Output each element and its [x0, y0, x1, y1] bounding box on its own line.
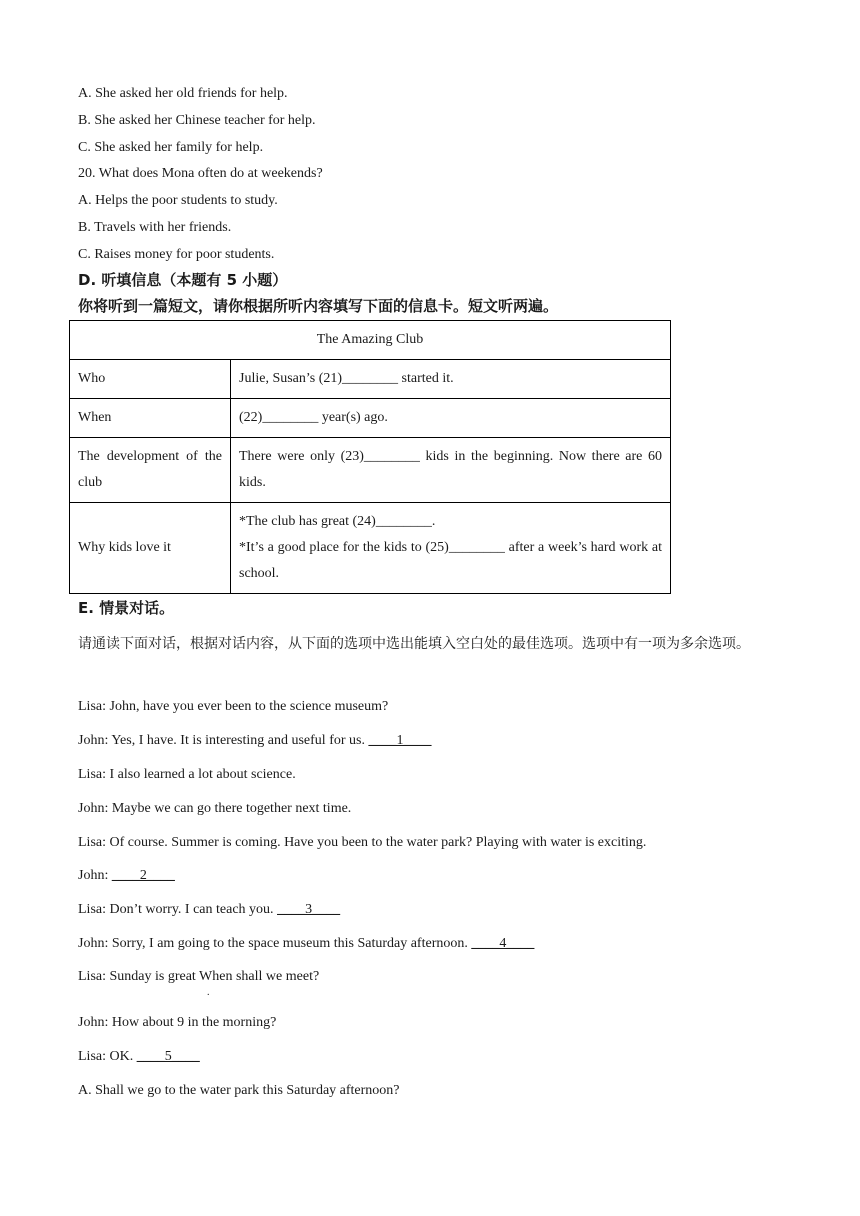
question-line: 20. What does Mona often do at weekends?: [78, 166, 323, 181]
option-line: B. Travels with her friends.: [78, 220, 232, 235]
option-line: C. She asked her family for help.: [78, 140, 264, 155]
option-line: A. Helps the poor students to study.: [78, 193, 278, 208]
info-card-value-line: *It’s a good place for the kids to (25)________ after a week’s hard work at school.: [239, 540, 662, 581]
info-card-table: [69, 320, 671, 594]
dialogue-line: Lisa: Don’t worry. I can teach you. ____3____: [78, 902, 341, 917]
option-line: A. She asked her old friends for help.: [78, 86, 288, 101]
stray-dot: .: [207, 987, 210, 998]
section-d-instruction: 你将听到一篇短文，请你根据所听内容填写下面的信息卡。短文听两遍。: [78, 297, 559, 315]
info-card-value: There were only (23)________ kids in the beginning. Now there are 60 kids.: [231, 438, 671, 503]
dialogue-line: John: Sorry, I am going to the space museum this Saturday afternoon. ____4____: [78, 936, 535, 951]
info-card-value: [231, 503, 671, 594]
info-card-key: The development of the club: [70, 438, 231, 503]
info-card-value: Julie, Susan’s (21)________ started it.: [231, 360, 671, 399]
section-e-heading: E. 情景对话。: [78, 599, 175, 617]
section-d-heading: D. 听填信息（本题有 5 小题）: [78, 271, 288, 289]
answer-blank: ____5____: [136, 1049, 200, 1064]
dialogue-line: Lisa: OK. ____5____: [78, 1049, 200, 1064]
dialogue-line: John: Yes, I have. It is interesting and useful for us. ____1____: [78, 733, 432, 748]
info-card-key: Why kids love it: [70, 503, 231, 594]
info-card-value: (22)________ year(s) ago.: [231, 399, 671, 438]
dialogue-line: Lisa: John, have you ever been to the science museum?: [78, 699, 389, 714]
dialogue-line: John: Maybe we can go there together next time.: [78, 801, 352, 816]
dialogue-line: Lisa: I also learned a lot about science.: [78, 767, 296, 782]
answer-blank: ____1____: [368, 733, 432, 748]
section-e-instruction: 请通读下面对话，根据对话内容，从下面的选项中选出能填入空白处的最佳选项。选项中有一项为多余选项。: [78, 636, 750, 652]
dialogue-line: Lisa: Of course. Summer is coming. Have you been to the water park? Playing with water is exciting.: [78, 835, 647, 850]
dialogue-line: John: ____2____: [78, 868, 175, 883]
dialogue-line: John: How about 9 in the morning?: [78, 1015, 277, 1030]
info-card-value-line: *The club has great (24)________.: [239, 514, 436, 529]
dialogue-line: Lisa: Sunday is great When shall we meet?: [78, 969, 320, 984]
option-line: A. Shall we go to the water park this Saturday afternoon?: [78, 1083, 400, 1098]
info-card-key: When: [70, 399, 231, 438]
answer-blank: ____3____: [277, 902, 341, 917]
answer-blank: ____2____: [111, 868, 175, 883]
info-card-title: The Amazing Club: [70, 321, 671, 360]
info-card-key: Who: [70, 360, 231, 399]
option-line: C. Raises money for poor students.: [78, 247, 275, 262]
option-line: B. She asked her Chinese teacher for help.: [78, 113, 316, 128]
answer-blank: ____4____: [471, 936, 535, 951]
